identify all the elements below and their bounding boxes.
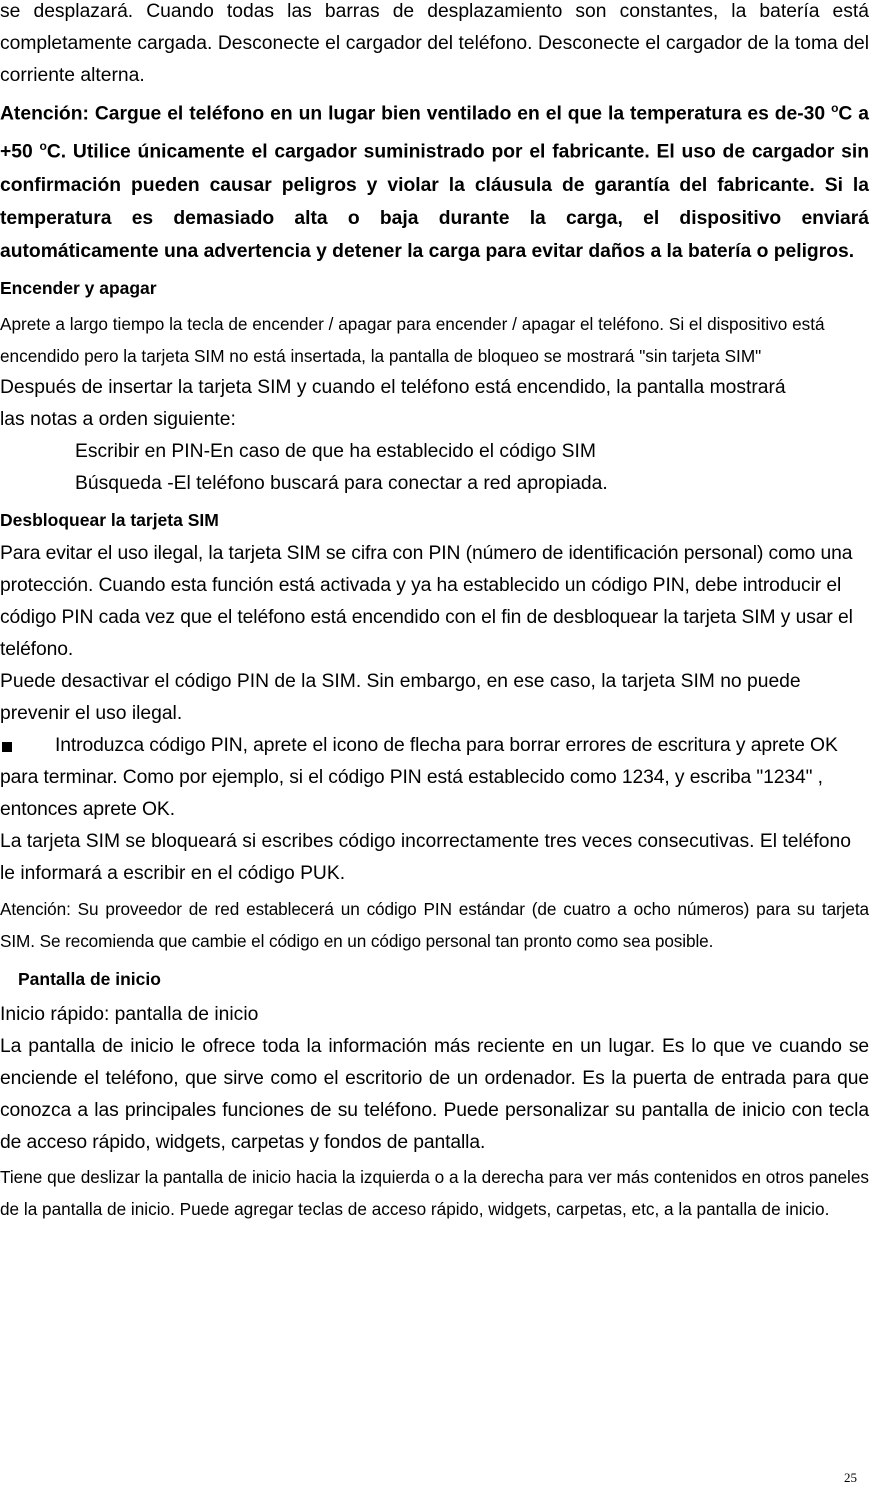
paragraph-unlock-3 xyxy=(0,730,869,826)
square-bullet-icon xyxy=(2,742,12,752)
paragraph-charging-end: se desplazará. Cuando todas las barras de desplazamiento son constantes, la batería está completamente cargada. Desconecte el cargador del teléfono. Desconecte el cargador de la toma del corriente alterna. xyxy=(0,1,869,86)
degree-sign-2: o xyxy=(39,139,47,154)
paragraph-unlock-2: Puede desactivar el código PIN de la SIM. Sin embargo, en ese caso, la tarjeta SIM no puede prevenir el uso ilegal. xyxy=(0,670,801,724)
paragraph-power-3: Escribir en PIN-En caso de que ha establecido el código SIM xyxy=(75,440,596,462)
bullet-text: Introduzca código PIN, aprete el icono de flecha para borrar errores de escritura y aprete OK para terminar. Como por ejemplo, si el código PIN está establecido como 1234, y escriba "1234" , entonces aprete OK. xyxy=(0,734,838,820)
paragraph-unlock-1: Para evitar el uso ilegal, la tarjeta SIM se cifra con PIN (número de identificación personal) como una protección. Cuando esta función está activada y ya ha establecido un código PIN, debe introducir el código PIN cada vez que el teléfono está encendido con el fin de desbloquear la tarjeta SIM y usar el teléfono. xyxy=(0,542,853,660)
paragraph-power-1: Aprete a largo tiempo la tecla de encender / apagar para encender / apagar el teléfono. Si el dispositivo está encendido pero la tarjeta SIM no está insertada, la pantalla de bloqueo se mostrará "sin tarjeta SIM" xyxy=(0,313,825,366)
heading-power: Encender y apagar xyxy=(0,277,157,298)
paragraph-power-2: Después de insertar la tarjeta SIM y cuando el teléfono está encendido, la pantalla mostrará las notas a orden siguiente: xyxy=(0,376,786,430)
attention-text-1: Atención: Cargue el teléfono en un lugar bien ventilado en el que la temperatura es de-30 xyxy=(0,103,832,125)
paragraph-unlock-5: Atención: Su proveedor de red establecerá un código PIN estándar (de cuatro a ocho números) para su tarjeta SIM. Se recomienda que cambie el código en un código personal tan pronto como sea posible. xyxy=(0,898,869,951)
heading-home-screen: Pantalla de inicio xyxy=(18,968,161,989)
paragraph-home-3: Tiene que deslizar la pantalla de inicio hacia la izquierda o a la derecha para ver más contenidos en otros paneles de la pantalla de inicio. Puede agregar teclas de acceso rápido, widgets, carpetas, etc, a la pantalla de inicio. xyxy=(0,1166,869,1219)
page-number: 25 xyxy=(844,1470,857,1485)
paragraph-home-1: Inicio rápido: pantalla de inicio xyxy=(0,1003,259,1025)
paragraph-charging-attention xyxy=(0,92,869,268)
paragraph-home-2: La pantalla de inicio le ofrece toda la información más reciente en un lugar. Es lo que ve cuando se enciende el teléfono, que sirve como el escritorio de un ordenador. Es la puerta de entrada para que conozca a las principales funciones de su teléfono. Puede personalizar su pantalla de inicio con tecla de acceso rápido, widgets, carpetas y fondos de pantalla. xyxy=(0,1035,869,1153)
degree-sign-1: o xyxy=(831,101,839,115)
paragraph-power-4: Búsqueda -El teléfono buscará para conectar a red apropiada. xyxy=(75,472,608,494)
paragraph-unlock-4: La tarjeta SIM se bloqueará si escribes código incorrectamente tres veces consecutivas. El teléfono le informará a escribir en el código PUK. xyxy=(0,830,851,884)
attention-text-3: C. Utilice únicamente el cargador suministrado por el fabricante. El uso de cargador sin confirmación pueden causar peligros y violar la cláusula de garantía del fabricante. Si la temperatura es demasiado alta o baja durante la carga, el dispositivo enviará automáticamente una advertencia y detener la carga para evitar daños a la batería o peligros. xyxy=(0,141,869,262)
heading-unlock-sim: Desbloquear la tarjeta SIM xyxy=(0,509,219,530)
attention-text-2: C a +50 xyxy=(0,103,869,163)
